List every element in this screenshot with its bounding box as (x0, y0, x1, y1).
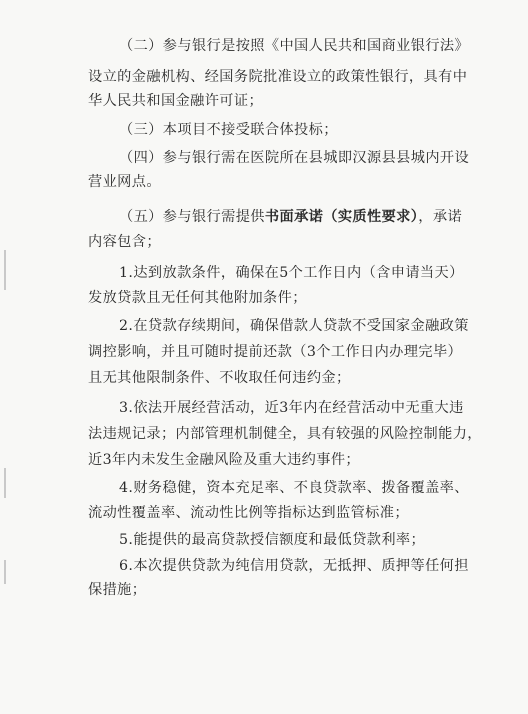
item-4-line-1: 4.财务稳健，资本充足率、不良贷款率、拨备覆盖率、 (119, 480, 469, 496)
item-2-line-3: 且无其他限制条件、不收取任何违约金； (88, 370, 351, 386)
item-6-line-1: 6.本次提供贷款为纯信用贷款，无抵押、质押等任何担 (119, 558, 469, 574)
clause-5-line-2: 内容包含； (88, 234, 161, 250)
clause-5-prefix: （五）参与银行需提供 (119, 209, 265, 225)
item-3-line-2: 法违规记录；内部管理机制健全，具有较强的风险控制能力， (88, 426, 482, 442)
clause-5-suffix: ，承诺 (418, 209, 463, 225)
item-1-line-2: 发放贷款且无任何其他附加条件； (88, 290, 307, 306)
item-5-line-1: 5.能提供的最高贷款授信额度和最低贷款利率； (119, 532, 426, 548)
item-3-line-3: 近3年内未发生金融风险及重大违约事件； (88, 452, 361, 468)
item-6-line-2: 保措施； (88, 582, 147, 598)
clause-2-line-2: 设立的金融机构、经国务院批准设立的政策性银行，具有中 (88, 69, 468, 85)
clause-2-line-3: 华人民共和国金融许可证； (88, 93, 264, 109)
item-1-line-1: 1.达到放款条件，确保在5个工作日内（含申请当天） (119, 265, 464, 281)
item-3-line-1: 3.依法开展经营活动，近3年内在经营活动中无重大违 (119, 400, 464, 416)
scan-edge-mark (4, 560, 6, 584)
clause-4-line-2: 营业网点。 (88, 174, 161, 190)
item-2-line-2: 调控影响，并且可随时提前还款（3个工作日内办理完毕） (88, 344, 463, 360)
clause-4-line-1: （四）参与银行需在医院所在县城即汉源县县城内开设 (119, 150, 470, 166)
scan-edge-mark (4, 468, 6, 498)
scan-edge-mark (4, 250, 6, 290)
item-2-line-1: 2.在贷款存续期间，确保借款人贷款不受国家金融政策 (119, 318, 469, 334)
item-4-line-2: 流动性覆盖率、流动性比例等指标达到监管标准； (88, 505, 409, 521)
clause-5-bold-requirement: 书面承诺（实质性要求） (264, 209, 419, 225)
clause-2-line-1: （二）参与银行是按照《中国人民共和国商业银行法》 (119, 38, 470, 54)
clause-3-line-1: （三）本项目不接受联合体投标； (119, 122, 338, 138)
clause-5-line-1 (119, 207, 462, 227)
